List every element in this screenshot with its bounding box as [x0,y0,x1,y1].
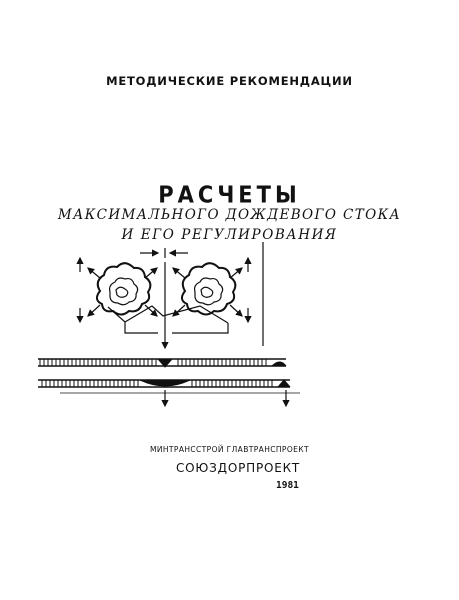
book-subtitle-line-2: И ЕГО РЕГУЛИРОВАНИЯ [121,227,338,243]
book-subtitle-line-1: МАКСИМАЛЬНОГО ДОЖДЕВОГО СТОКА [57,207,402,223]
runoff-channel-lower [38,380,300,406]
book-title: РАСЧЕТЫ [158,181,301,209]
series-title: МЕТОДИЧЕСКИЕ РЕКОМЕНДАЦИИ [106,74,353,88]
storm-cloud-icon-left [97,263,150,314]
publisher-name: СОЮЗДОРПРОЕКТ [176,461,301,475]
ministry-line: МИНТРАНССТРОЙ ГЛАВТРАНСПРОЕКТ [150,445,309,454]
runoff-channel-upper [38,359,286,367]
publication-year: 1981 [276,480,299,491]
storm-cloud-icon-right [182,263,235,314]
